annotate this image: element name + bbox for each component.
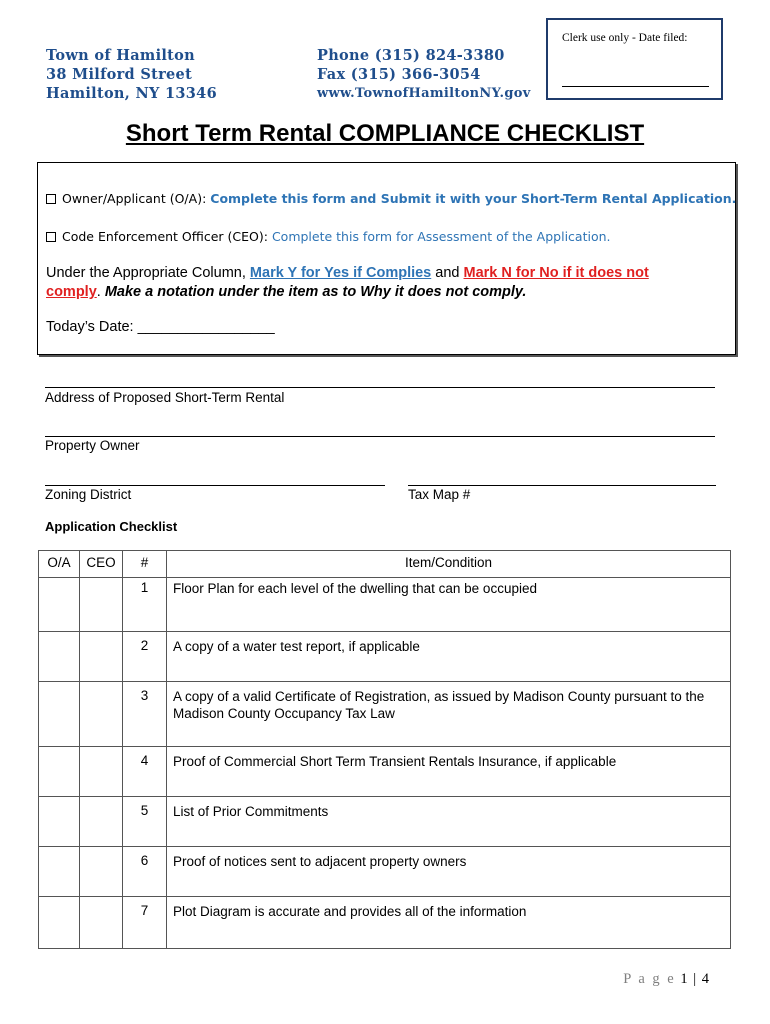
mark-no-text: Mark N for No if it does not: [463, 265, 649, 281]
ceo-cell[interactable]: [80, 797, 123, 847]
owner-applicant-checkbox[interactable]: [46, 194, 56, 204]
ceo-checkbox[interactable]: [46, 232, 56, 242]
mark-yes-text: Mark Y for Yes if Complies: [249, 265, 432, 281]
clerk-use-label: Clerk use only - Date filed:: [562, 32, 688, 44]
page-title: Short Term Rental COMPLIANCE CHECKLIST: [125, 120, 645, 147]
under-column-text: Under the Appropriate Column,: [46, 265, 250, 281]
contact-block: [317, 46, 531, 103]
row-item: List of Prior Commitments: [167, 797, 731, 847]
table-row: [39, 632, 731, 682]
row-item: A copy of a valid Certificate of Registration, as issued by Madison County pursuant to the Madison County Occupancy Tax Law: [167, 682, 731, 747]
row-number: 6: [123, 847, 167, 897]
row-item: Plot Diagram is accurate and provides all of the information: [167, 897, 731, 949]
row-number: 5: [123, 797, 167, 847]
city-state-zip: Hamilton, NY 13346: [46, 85, 217, 102]
table-row: [39, 847, 731, 897]
town-name: Town of Hamilton: [46, 47, 195, 64]
checklist-table: [38, 550, 731, 949]
page-word: P a g e: [623, 971, 676, 987]
row-number: 7: [123, 897, 167, 949]
ceo-line: [46, 229, 611, 244]
notation-text: Make a notation under the item as to Why it does not comply.: [104, 284, 527, 300]
phone-number: Phone (315) 824-3380: [317, 47, 505, 64]
col-header-oa: O/A: [39, 551, 80, 578]
page-number: 1 | 4: [675, 971, 710, 987]
row-item: Proof of notices sent to adjacent property owners: [167, 847, 731, 897]
mark-no-text-cont: comply: [46, 284, 97, 300]
col-header-ceo: CEO: [80, 551, 123, 578]
property-owner-label: Property Owner: [45, 438, 140, 453]
owner-applicant-label: Owner/Applicant (O/A):: [62, 191, 211, 206]
table-row: [39, 897, 731, 949]
period-text: .: [96, 284, 105, 300]
col-header-number: #: [123, 551, 167, 578]
ceo-cell[interactable]: [80, 747, 123, 797]
fax-number: Fax (315) 366-3054: [317, 66, 481, 83]
street-address: 38 Milford Street: [46, 66, 193, 83]
oa-cell[interactable]: [39, 797, 80, 847]
oa-cell[interactable]: [39, 747, 80, 797]
row-number: 1: [123, 578, 167, 632]
clerk-date-line[interactable]: [562, 86, 709, 87]
row-number: 3: [123, 682, 167, 747]
property-owner-input-line[interactable]: [45, 436, 715, 437]
table-row: [39, 797, 731, 847]
table-row: [39, 682, 731, 747]
owner-applicant-instruction: Complete this form and Submit it with your Short-Term Rental Application.: [210, 191, 737, 206]
clerk-use-box: [546, 18, 723, 100]
zoning-label: Zoning District: [45, 487, 132, 502]
oa-cell[interactable]: [39, 632, 80, 682]
row-item: A copy of a water test report, if applicable: [167, 632, 731, 682]
address-label: Address of Proposed Short-Term Rental: [45, 390, 285, 405]
tax-map-input-line[interactable]: [408, 485, 716, 486]
oa-cell[interactable]: [39, 682, 80, 747]
oa-cell[interactable]: [39, 578, 80, 632]
oa-cell[interactable]: [39, 847, 80, 897]
row-item: Proof of Commercial Short Term Transient Rentals Insurance, if applicable: [167, 747, 731, 797]
table-row: [39, 747, 731, 797]
marking-instructions: [46, 264, 726, 302]
col-header-item: Item/Condition: [167, 551, 731, 578]
ceo-cell[interactable]: [80, 682, 123, 747]
ceo-cell[interactable]: [80, 578, 123, 632]
row-number: 2: [123, 632, 167, 682]
ceo-cell[interactable]: [80, 632, 123, 682]
todays-date-field[interactable]: Today’s Date: _________________: [46, 319, 275, 335]
row-number: 4: [123, 747, 167, 797]
town-address-block: [46, 46, 217, 103]
zoning-input-line[interactable]: [45, 485, 385, 486]
ceo-instruction: Complete this form for Assessment of the Application.: [271, 229, 611, 244]
ceo-cell[interactable]: [80, 847, 123, 897]
page-footer: [623, 971, 710, 988]
ceo-cell[interactable]: [80, 897, 123, 949]
tax-map-label: Tax Map #: [408, 487, 471, 502]
checklist-heading: Application Checklist: [45, 519, 178, 534]
address-input-line[interactable]: [45, 387, 715, 388]
and-text: and: [431, 265, 464, 281]
ceo-label: Code Enforcement Officer (CEO):: [62, 229, 272, 244]
oa-cell[interactable]: [39, 897, 80, 949]
table-row: [39, 578, 731, 632]
checklist-header-row: [39, 551, 731, 578]
owner-applicant-line: [46, 191, 736, 206]
row-item: Floor Plan for each level of the dwelling that can be occupied: [167, 578, 731, 632]
website-link[interactable]: www.TownofHamiltonNY.gov: [317, 86, 531, 101]
